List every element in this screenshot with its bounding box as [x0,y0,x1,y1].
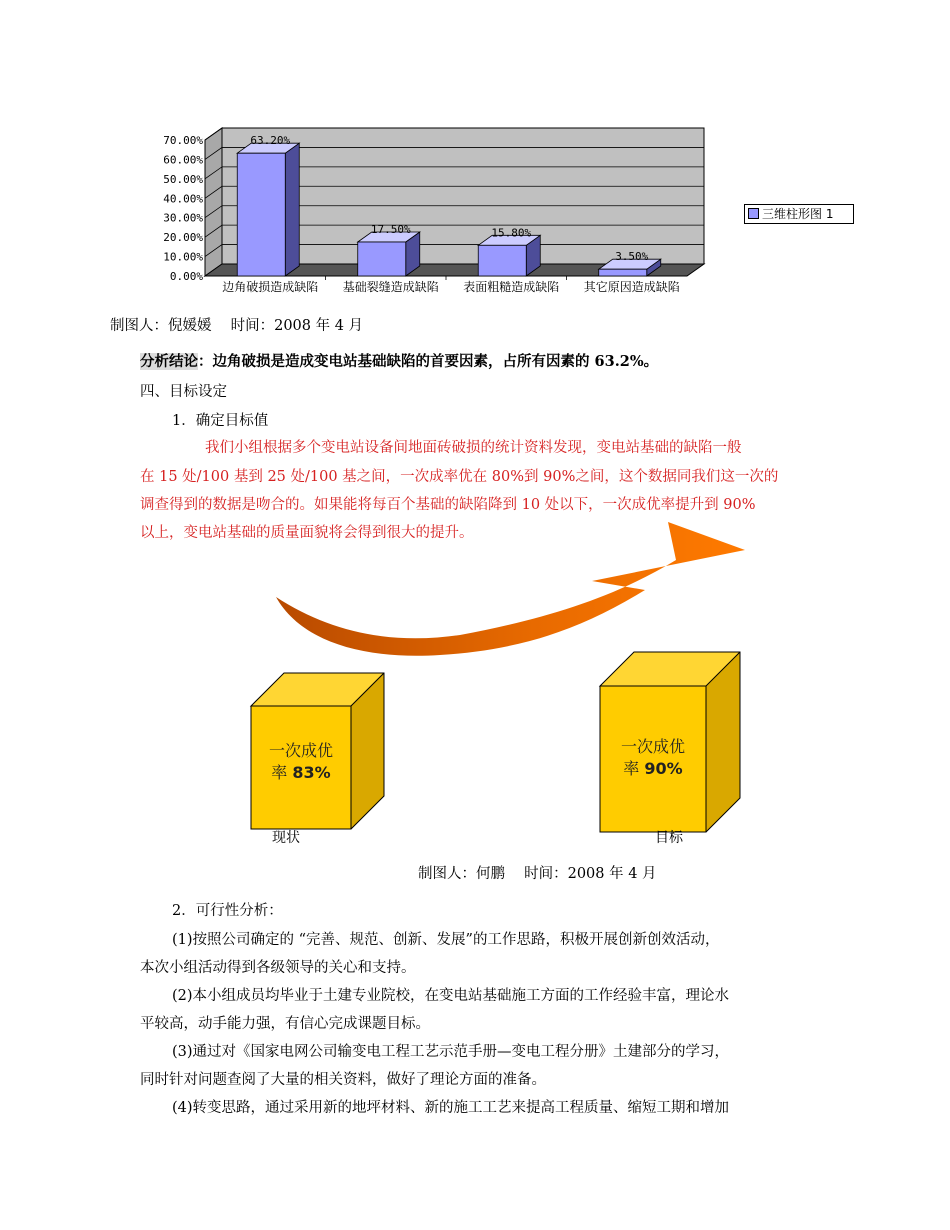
paragraph-line: (2)本小组成员均毕业于土建专业院校，在变电站基础施工方面的工作经验丰富，理论水 [172,988,730,1004]
bar-data-label: 17.50% [370,223,411,236]
target-caption: 目标 [655,830,683,846]
legend-label: 三维柱形图 1 [762,207,834,221]
bar [358,242,406,276]
section-title-goal: 四、目标设定 [140,384,227,400]
paragraph-line: 本次小组活动得到各级领导的关心和支持。 [140,960,416,976]
legend-swatch [748,208,759,219]
bar-data-label: 3.50% [615,250,649,264]
x-category-label: 基础裂缝造成缺陷 [342,280,439,294]
y-tick-label: 40.00% [163,192,203,206]
paragraph-line: (4)转变思路，通过采用新的地坪材料、新的施工工艺来提高工程质量、缩短工期和增加 [172,1100,730,1116]
red-paragraph-line: 在 15 处/100 基到 25 处/100 基之间，一次成率优在 80%到 90%之间，这个数据同我们这一次的 [140,469,779,485]
target-rate-value: 90% [644,759,683,778]
current-rate-value: 83% [292,763,331,782]
bar-data-label: 15.80% [491,226,532,240]
subsection-title-feasibility: 2．可行性分析： [172,903,283,919]
y-tick-label: 60.00% [163,153,203,167]
bar [478,245,526,276]
y-tick-label: 70.00% [163,134,203,147]
bar-side [285,143,299,276]
conclusion-label: 分析结论 [140,353,198,370]
analysis-conclusion [140,352,658,372]
subsection-title-target-value: 1．确定目标值 [172,413,269,429]
current-rate-line2 [252,762,350,784]
y-tick-label: 50.00% [163,172,203,186]
y-tick-label: 0.00% [169,270,203,283]
paragraph-line: (3)通过对《国家电网公司输变电工程工艺示范手册—变电工程分册》土建部分的学习， [172,1044,730,1060]
current-rate-label [252,740,350,784]
current-rate-prefix: 率 [271,763,293,782]
chart-legend [744,204,854,224]
current-rate-line1: 一次成优 [268,741,333,760]
x-category-label: 其它原因造成缺陷 [583,280,680,294]
red-paragraph-line: 我们小组根据多个变电站设备间地面砖破损的统计资料发现，变电站基础的缺陷一般 [205,440,742,456]
defect-bar-chart [150,120,720,300]
target-rate-line1: 一次成优 [620,737,685,756]
red-paragraph-line: 以上，变电站基础的质量面貌将会得到很大的提升。 [140,525,474,541]
paragraph-line: 平较高，动手能力强，有信心完成课题目标。 [140,1016,430,1032]
x-category-label: 边角破损造成缺陷 [222,280,319,294]
y-tick-label: 20.00% [163,231,203,245]
paragraph-line: (1)按照公司确定的 “完善、规范、创新、发展”的工作思路，积极开展创新创效活动， [172,932,720,948]
paragraph-line: 同时针对问题查阅了大量的相关资料，做好了理论方面的准备。 [140,1072,546,1088]
target-rate-label [602,736,704,780]
red-paragraph-line: 调查得到的数据是吻合的。如果能将每百个基础的缺陷降到 10 处以下，一次成优率提升到 90% [140,497,756,513]
bar [237,153,285,276]
graphic-caption: 制图人：何鹏 时间：2008 年 4 月 [418,866,657,882]
bar-data-label: 63.20% [250,134,291,148]
target-rate-prefix: 率 [623,759,645,778]
conclusion-text: ：边角破损是造成变电站基础缺陷的首要因素，占所有因素的 63.2%。 [198,353,659,370]
current-caption: 现状 [272,830,300,846]
y-tick-label: 30.00% [163,211,203,225]
y-tick-label: 10.00% [163,250,203,264]
chart-caption: 制图人：倪媛媛 时间：2008 年 4 月 [110,318,364,334]
chart-side-wall [205,128,222,276]
bar [599,269,647,276]
x-category-label: 表面粗糙造成缺陷 [463,280,560,294]
target-rate-line2 [602,758,704,780]
